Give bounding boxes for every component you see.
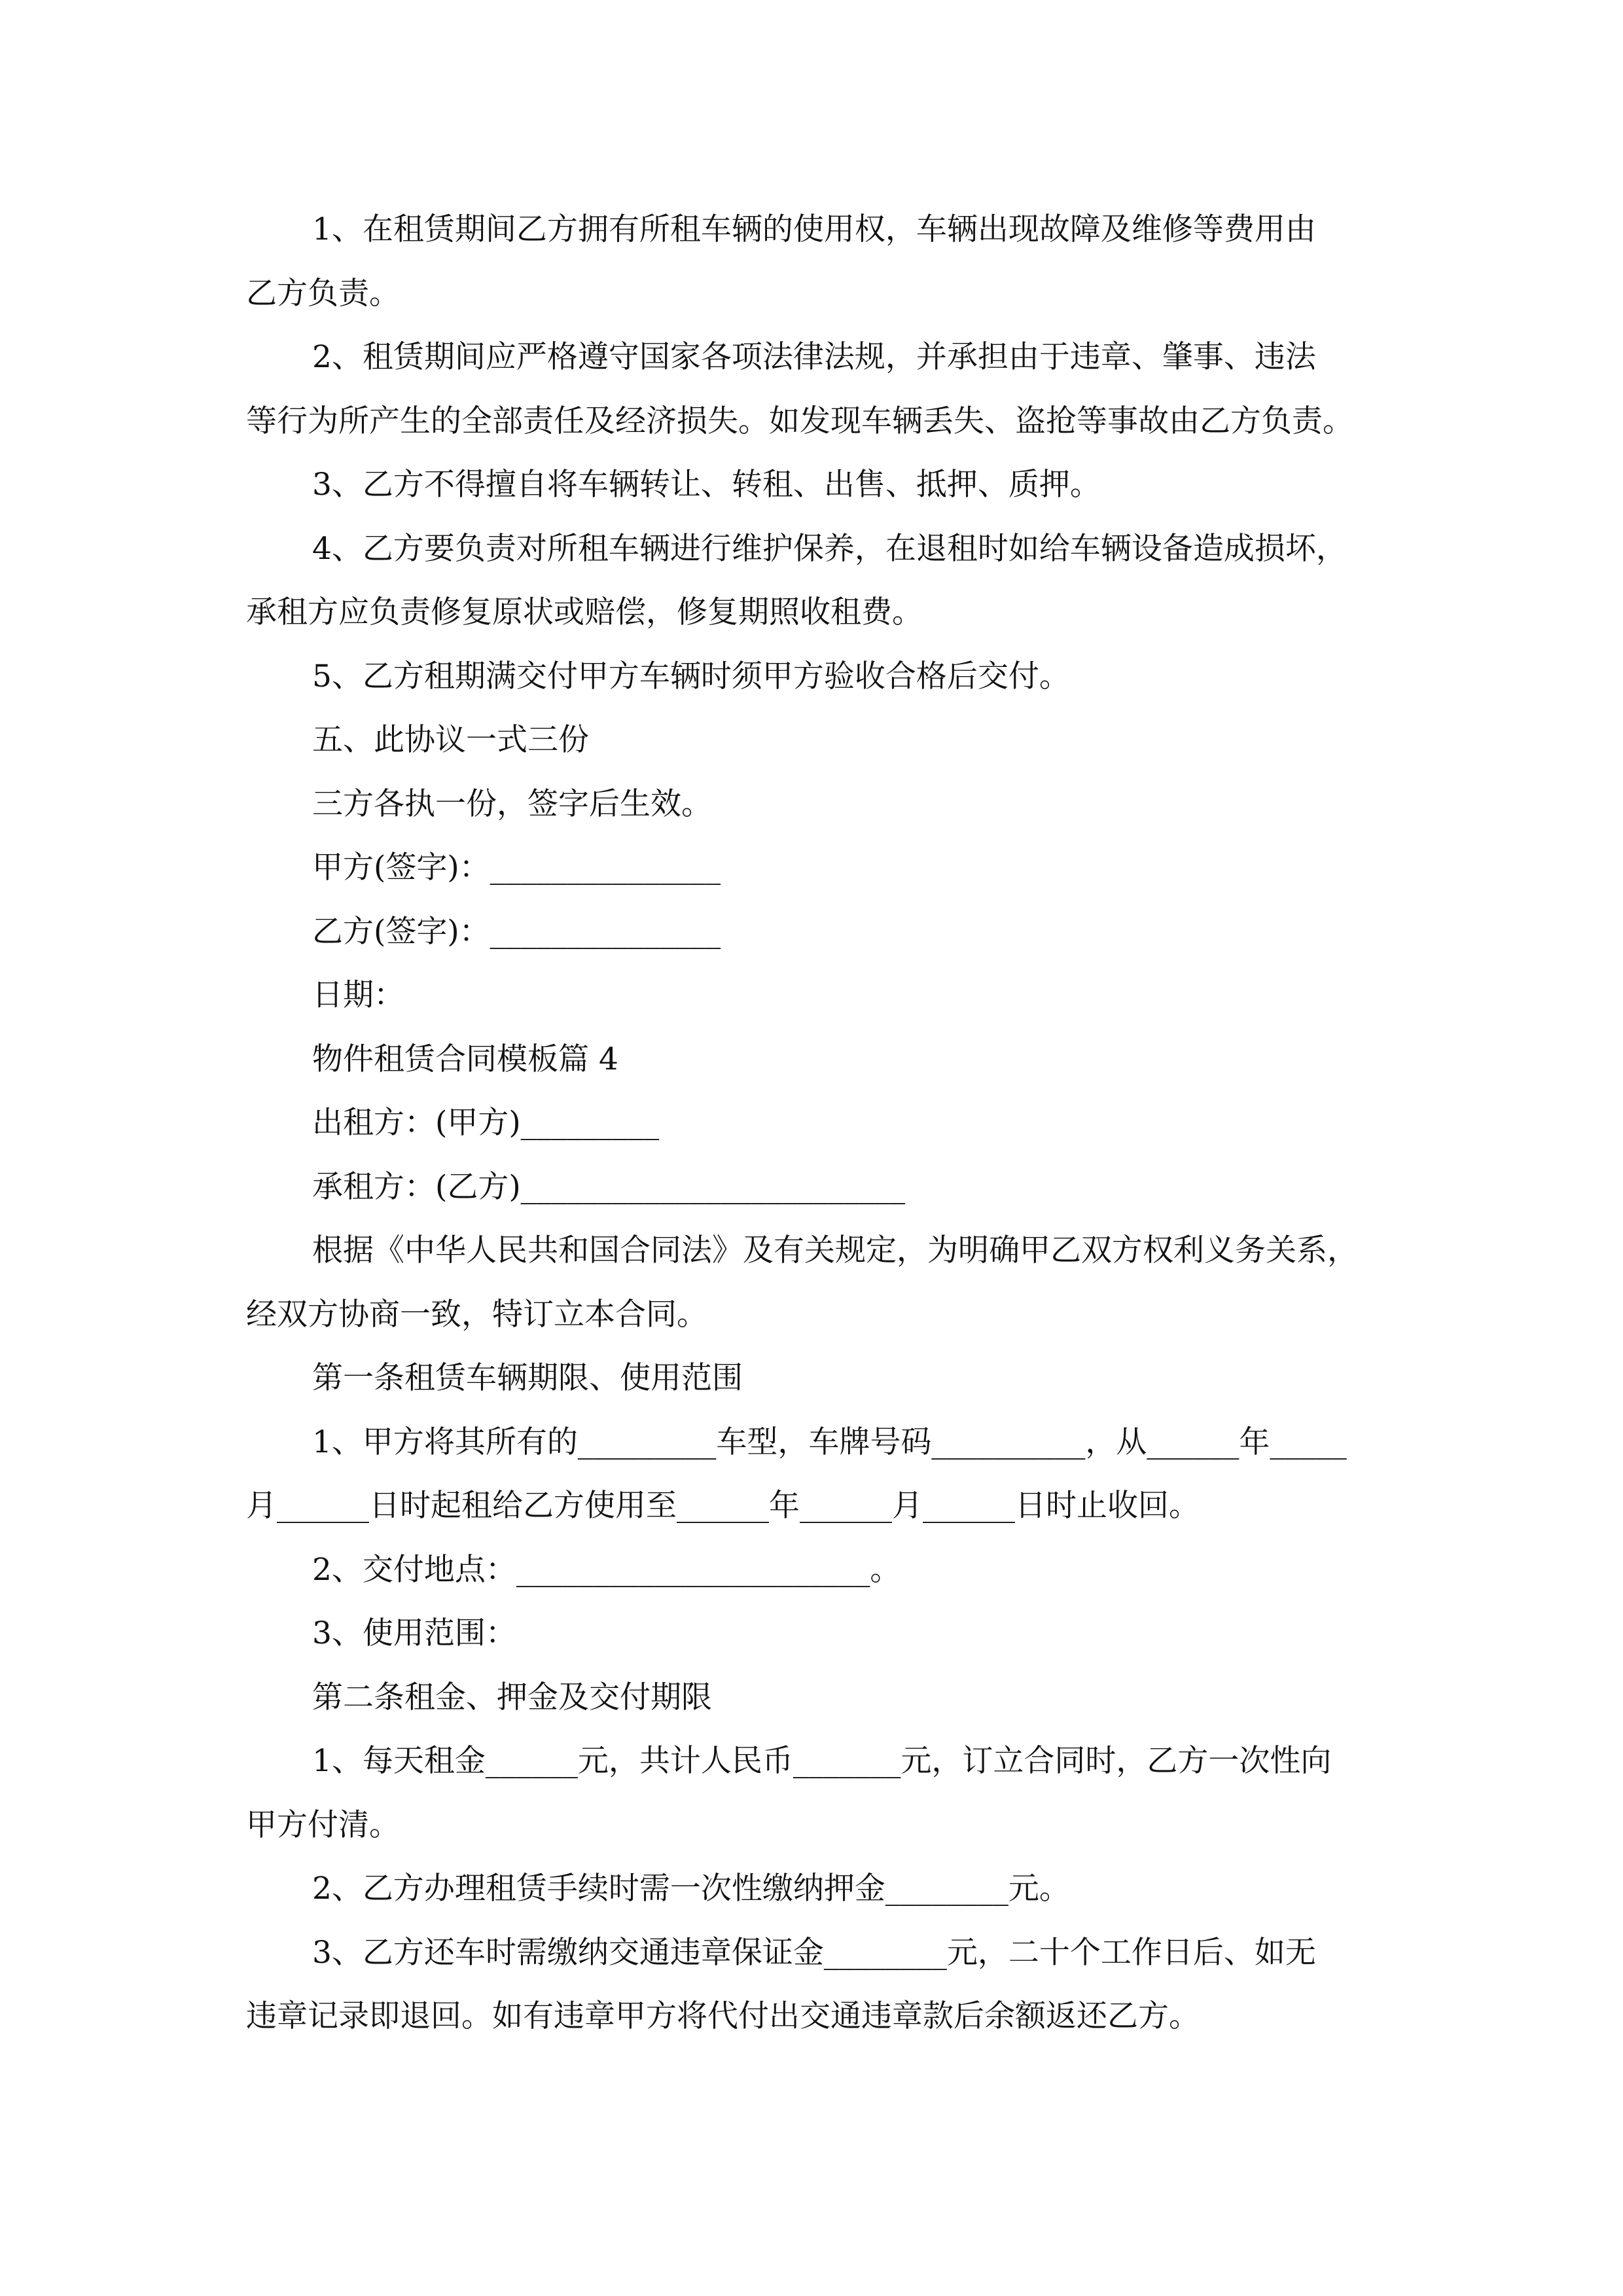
document-text-line: 1、在租赁期间乙方拥有所租车辆的使用权，车辆出现故障及维修等费用由 [312,211,1316,247]
document-text-line: 出租方：(甲方)_________ [312,1105,660,1141]
document-text-line: 3、乙方还车时需缴纳交通违章保证金________元，二十个工作日后、如无 [312,1934,1316,1971]
document-page-body [246,198,1398,2049]
document-text-line: 甲方(签字)：_______________ [312,850,721,886]
document-text-line: 1、甲方将其所有的_________车型，车牌号码__________，从______年_____ [312,1424,1347,1460]
document-text-line: 第一条租赁车辆期限、使用范围 [312,1360,743,1396]
document-text-line: 等行为所产生的全部责任及经济损失。如发现车辆丢失、盗抢等事故由乙方负责。 [246,403,1353,439]
document-text-line: 3、使用范围： [312,1615,516,1651]
document-text-line: 2、租赁期间应严格遵守国家各项法律法规，并承担由于违章、肇事、违法 [312,339,1316,375]
document-text-line: 五、此协议一式三份 [312,722,589,758]
document-text-line: 乙方(签字)：_______________ [312,913,721,950]
document-text-line: 3、乙方不得擅自将车辆转让、转租、出售、抵押、质押。 [312,467,1101,503]
document-text-line: 承租方：(乙方)_________________________ [312,1168,906,1205]
document-text-line: 1、每天租金______元，共计人民币_______元，订立合同时，乙方一次性向 [312,1743,1332,1779]
document-text-line: 承租方应负责修复原状或赔偿，修复期照收租费。 [246,594,923,630]
document-text-line: 4、乙方要负责对所租车辆进行维护保养，在退租时如给车辆设备造成损坏， [312,530,1347,567]
document-text-line: 三方各执一份，签字后生效。 [312,785,712,822]
document-text-line: 物件租赁合同模板篇 4 [312,1041,618,1077]
document-text-line: 2、乙方办理租赁手续时需一次性缴纳押金________元。 [312,1871,1070,1907]
document-text-line: 2、交付地点：_______________________。 [312,1551,901,1588]
document-text-line: 5、乙方租期满交付甲方车辆时须甲方验收合格后交付。 [312,658,1070,694]
document-text-line: 乙方负责。 [246,275,400,312]
document-text-line: 月______日时起租给乙方使用至______年______月______日时止收回。 [246,1488,1200,1524]
document-text-line: 第二条租金、押金及交付期限 [312,1679,712,1715]
document-text-line: 根据《中华人民共和国合同法》及有关规定，为明确甲乙双方权利义务关系， [312,1232,1358,1268]
document-text-line: 违章记录即退回。如有违章甲方将代付出交通违章款后余额返还乙方。 [246,1998,1200,2034]
document-text-line: 经双方协商一致，特订立本合同。 [246,1296,707,1333]
document-text-line: 甲方付清。 [246,1806,400,1843]
document-text-line: 日期： [312,977,404,1013]
